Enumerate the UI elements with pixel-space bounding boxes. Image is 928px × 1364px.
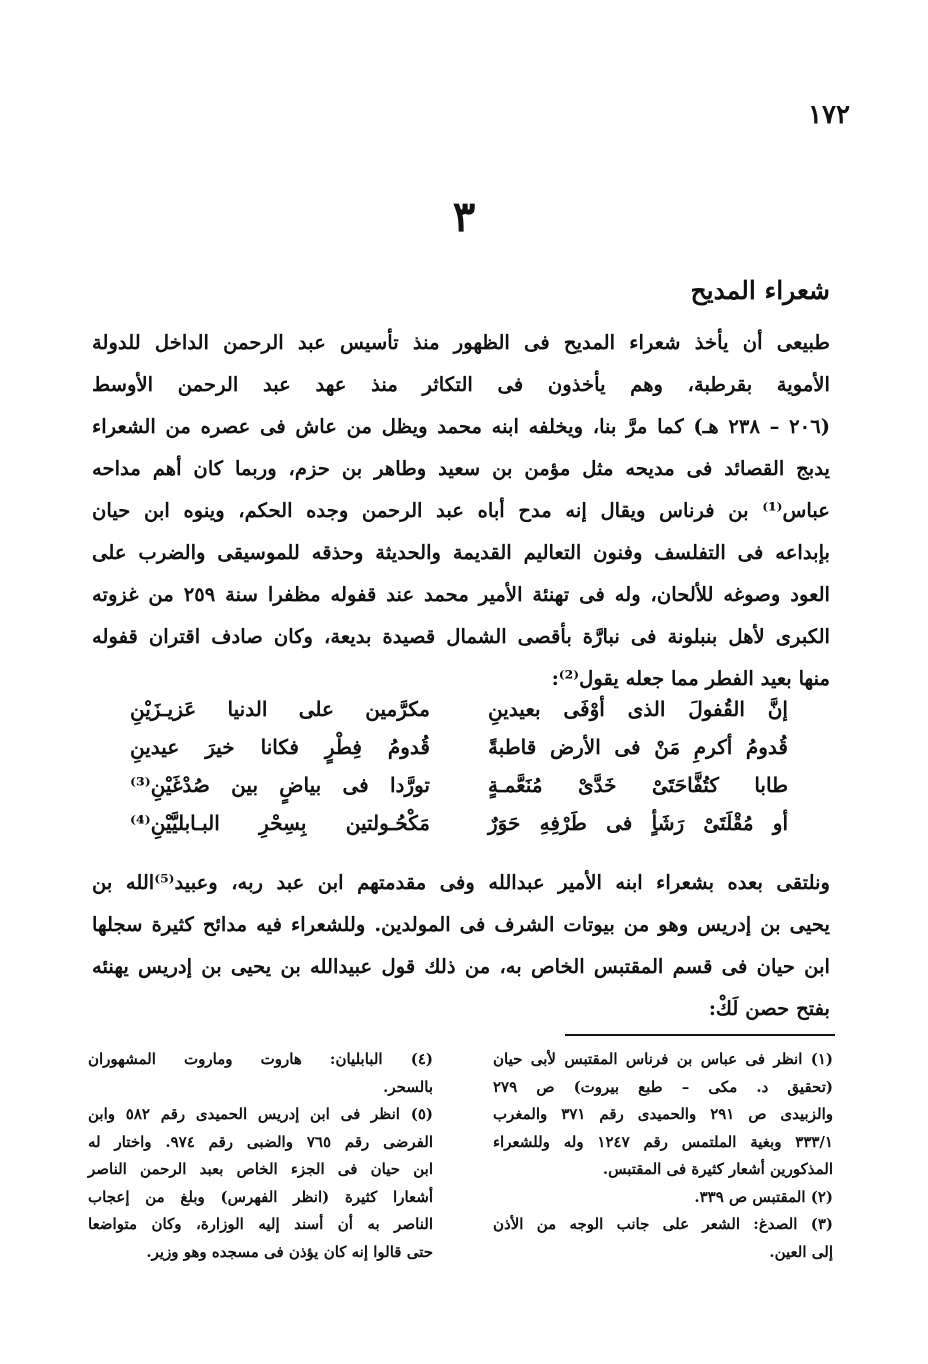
footnote-line: والزبيدى ص ٢٩١ والحميدى رقم ٣٧١ والمغرب [493,1105,833,1123]
page-number: ١٧٢ [808,100,850,130]
text-line: ابن حيان فى قسم المقتبس الخاص به، من ذلك قول عبيدالله بن يحيى بن إدريس يهنئه [92,955,830,978]
hemistich-left: تورَّدا فى بياضٍ بين صُدْغَيْنِ⁽³⁾ [130,773,430,797]
section-number: ٣ [452,192,476,241]
footnote-line: (٤) البابليان: هاروت وماروت المشهوران [88,1050,433,1068]
footnote [493,1184,833,1212]
text-line: طبيعى أن يأخذ شعراء المديح فى الظهور منذ تأسيس عبد الرحمن الداخل للدولة [92,331,830,354]
footnote-line: المذكورين أشعار كثيرة فى المقتبس. [602,1160,833,1178]
footnote-line: (٢) المقتبس ص ٣٣٩. [694,1187,833,1206]
text-line: العود وصوغه للألحان، وله فى تهنئة الأمير محمد عند قفوله مظفرا سنة ٢٥٩ من غزوته [92,583,830,606]
footnote-line: إلى العين. [769,1242,833,1261]
hemistich-left: قُدومُ فِطْرٍ فكانا خيرَ عيدينِ [130,735,430,759]
text-line: بإبداعه فى التفلسف وفنون التعاليم القديمة والحديثة وحذقه للموسيقى والضرب على [92,541,830,564]
poem-verse [130,728,788,766]
paragraph-poets [92,862,830,1030]
footnote-line: (تحقيق د. مكى – طبع بيروت) ص ٢٧٩ [493,1077,833,1096]
section-title: شعراء المديح [690,276,830,305]
text-line: (٢٠٦ – ٢٣٨ هـ) كما مرَّ بنا، ويخلفه ابنه محمد ويظل من عاش فى عصره من الشعراء [92,415,830,438]
hemistich-left: مَكْحُـولتين بِسِحْرِ البـابليَّيْنِ⁽⁴⁾ [130,811,430,835]
footnote [493,1046,833,1184]
footnote-line: (١) انظر فى عباس بن فرناس المقتبس لأبى حيان [493,1050,833,1068]
footnote-line: أشعارا كثيرة (انظر الفهرس) وبلغ من إعجاب [88,1187,433,1206]
text-line: الأموية بقرطبة، وهم يأخذون فى التكاثر منذ عهد عبد الرحمن الأوسط [92,373,830,396]
text-line: بفتح حصن لَكْ: [708,997,830,1020]
text-line: يحيى بن إدريس وهو من بيوتات الشرف فى المولدين. وللشعراء فيه مدائح كثيرة سجلها [92,913,830,936]
footnote-line: حتى قالوا إنه كان يؤذن فى مسجده وهو وزير. [146,1242,433,1261]
footnotes-left-column [88,1046,433,1266]
poem-verse [130,690,788,728]
footnote [493,1211,833,1266]
text-line: الكبرى لأهل بنبلونة فى نبارَّة بأقصى الشمال قصيدة بديعة، وكان صادف اقتران قفوله [92,625,830,648]
poem-verse [130,804,788,842]
hemistich-right: أو مُقْلَتَىْ رَشَأٍ فى طَرْفِهِ حَوَرٌ [488,811,788,835]
footnote-rule [565,1034,835,1036]
footnote-line: (٥) انظر فى ابن إدريس الحميدى رقم ٥٨٢ وابن [88,1105,433,1123]
text-line: ونلتقى بعده بشعراء ابنه الأمير عبدالله وفى مقدمتهم ابن عبد ربه، وعبيد⁽⁵⁾الله بن [92,871,830,894]
footnote-line: بالسحر. [383,1077,433,1096]
footnote-line: (٣) الصدغ: الشعر على جانب الوجه من الأذن [493,1215,833,1233]
text-line: يدبج القصائد فى مديحه مثل مؤمن بن سعيد وطاهر بن حزم، وربما كان أهم مداحه [92,457,830,480]
paragraph-intro [92,322,830,700]
hemistich-right: طابا كتُفَّاحَتَىْ خَدَّىْ مُنَعَّمـةٍ [488,773,788,797]
footnote-line: الناصر به أن أسند إليه الوزارة، وكان متواضعا [88,1215,433,1233]
hemistich-right: قُدومُ أكرمِ مَنْ فى الأرض قاطبةً [488,735,788,759]
poem [130,690,788,842]
text-line: عباس⁽¹⁾ بن فرناس ويقال إنه مدح أباه عبد الرحمن وجده الحكم، وينوه ابن حيان [92,499,830,522]
footnote [88,1046,433,1101]
text-line: منها بعيد الفطر مما جعله يقول⁽²⁾: [551,667,830,690]
footnote [88,1101,433,1266]
footnote-line: الفرضى رقم ٧٦٥ والضبى رقم ٩٧٤. واختار له [88,1132,433,1151]
footnotes-right-column [493,1046,833,1266]
footnote-line: ٣٣٣/١ وبغية الملتمس رقم ١٢٤٧ وله وللشعراء [493,1132,833,1151]
hemistich-left: مكرَّمين على الدنيا عَزيـزَيْنِ [130,697,430,721]
poem-verse [130,766,788,804]
footnote-line: ابن حيان فى الجزء الخاص بعبد الرحمن الناصر [88,1160,433,1178]
hemistich-right: إنَّ القُفولَ الذى أوْفَى بعيدينِ [488,697,788,721]
